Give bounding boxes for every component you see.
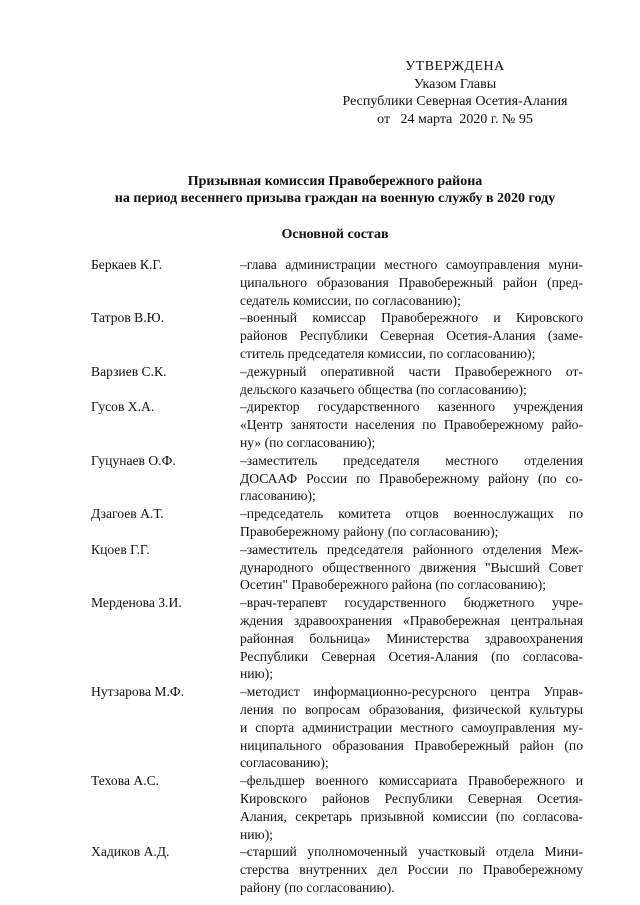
member-row — [91, 309, 583, 362]
member-role-line: –директор государственного казенного учреждения — [240, 399, 583, 415]
member-row — [91, 398, 583, 451]
member-role — [240, 594, 583, 683]
member-role — [240, 309, 583, 362]
member-role-line: –врач-терапевт государственного бюджетного учре- — [240, 595, 583, 611]
member-role — [240, 843, 583, 896]
member-role-line: ДОСААФ России по Правобережному району (по со- — [240, 470, 583, 486]
member-row — [91, 363, 583, 399]
member-name: Техова А.С. — [91, 773, 160, 789]
member-role-line: –фельдшер военного комиссариата Правобережного и — [240, 773, 583, 789]
member-name: Варзиев С.К. — [91, 363, 167, 379]
member-row — [91, 772, 583, 843]
member-role-line: Алания, секретарь призывной комиссии (по согласова- — [240, 808, 583, 824]
member-role-line: нию); — [240, 666, 274, 682]
member-role — [240, 256, 583, 309]
member-role — [240, 541, 583, 594]
member-role-line: –глава администрации местного самоуправления муни- — [240, 257, 583, 272]
member-role-line: нию); — [240, 826, 274, 842]
approval-decree: Указом Главы — [413, 76, 497, 92]
member-role-line: –военный комиссар Правобережного и Кировского — [240, 310, 583, 326]
member-role-line: –заместитель председателя местного отделения — [240, 452, 583, 468]
member-role-line: ципального образования Правобережный район (пред- — [240, 274, 583, 290]
member-role-line: –заместитель председателя районного отделения Меж- — [240, 541, 583, 557]
member-row — [91, 452, 583, 505]
member-role — [240, 363, 583, 399]
member-role-line: ждения здравоохранения «Правобережная центральная — [240, 612, 583, 628]
member-role-line: –методист информационно-ресурсного центра Управ- — [240, 684, 583, 700]
member-role-line: «Центр занятости населения по Правобережному райо- — [240, 417, 583, 433]
member-role-line: Кировского районов Республики Северная Осетия- — [240, 790, 583, 806]
approval-republic: Республики Северная Осетия-Алания — [342, 94, 568, 109]
member-name: Кцоев Г.Г. — [91, 541, 150, 557]
member-name: Мерденова З.И. — [91, 595, 182, 611]
member-role-line: ления по вопросам образования, физической культуры — [240, 701, 583, 717]
member-role-line: Республики Северная Осетия-Алания (по согласова- — [240, 648, 583, 664]
member-role-line: гласованию); — [240, 488, 316, 504]
member-role-line: стерства внутренних дел России по Правобережному — [240, 862, 583, 878]
approval-date: от 24 марта 2020 г. № 95 — [377, 111, 533, 127]
member-role-line: и спорта администрации местного самоуправления му- — [240, 719, 583, 735]
section-title: Основной состав — [281, 227, 389, 242]
member-name: Беркаев К.Г. — [91, 257, 163, 272]
member-role — [240, 772, 583, 843]
document-title-line-1: Призывная комиссия Правобережного района — [187, 174, 483, 189]
approval-stamp — [330, 58, 580, 128]
member-name: Гусов Х.А. — [91, 399, 155, 415]
member-role — [240, 398, 583, 451]
member-name: Дзагоев А.Т. — [91, 506, 164, 522]
member-role-line: ниципального образования Правобережный район (по — [240, 737, 583, 753]
member-role-line: ститель председателя комиссии, по согласованию); — [240, 345, 536, 361]
member-role-line: –председатель комитета отцов военнослужащих по — [240, 506, 583, 522]
member-role-line: району (по согласованию). — [240, 879, 395, 895]
document-title — [80, 173, 590, 207]
member-role-line: согласованию); — [240, 755, 329, 771]
member-role — [240, 452, 583, 505]
member-name: Татров В.Ю. — [91, 310, 164, 326]
member-role-line: седатель комиссии, по согласованию); — [240, 292, 461, 308]
document-title-line-2: на период весеннего призыва граждан на военную службу в 2020 году — [114, 191, 556, 206]
member-role-line: дельского казачьего общества (по согласованию); — [240, 381, 527, 397]
member-row — [91, 541, 583, 594]
member-name: Хадиков А.Д. — [91, 844, 170, 860]
member-role-line: районная больница» Министерства здравоохранения — [240, 630, 583, 646]
member-row — [91, 256, 583, 309]
member-role-line: дународного общественного движения "Высший Совет — [240, 559, 583, 575]
member-role-line: ну» (по согласованию); — [240, 434, 376, 450]
member-row — [91, 683, 583, 772]
member-row — [91, 505, 583, 541]
member-role-line: районов Республики Северная Осетия-Алания (заме- — [240, 328, 583, 344]
approval-heading: УТВЕРЖДЕНА — [405, 59, 505, 74]
member-role-line: Осетин" Правобережного района (по согласованию); — [240, 577, 547, 593]
member-role-line: –дежурный оперативной части Правобережного от- — [240, 363, 583, 379]
member-role-line: Правобережному району (по согласованию); — [240, 523, 499, 539]
member-role — [240, 505, 583, 541]
member-name: Гуцунаев О.Ф. — [91, 452, 176, 468]
member-role-line: –старший уполномоченный участковый отдела Мини- — [240, 844, 583, 860]
member-row — [91, 843, 583, 896]
member-list — [91, 256, 583, 897]
member-name: Нутзарова М.Ф. — [91, 684, 185, 700]
member-role — [240, 683, 583, 772]
member-row — [91, 594, 583, 683]
